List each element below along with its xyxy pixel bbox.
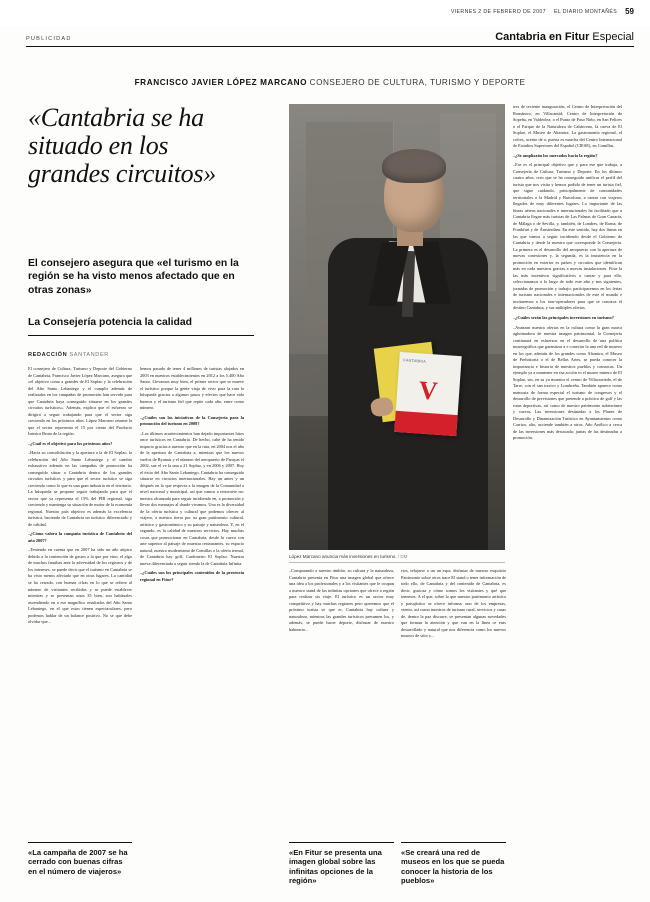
body-column-2 bbox=[140, 366, 244, 846]
caption-text: López Marcano anuncia más inversiones en turismo. bbox=[289, 554, 397, 559]
book-letter: V bbox=[417, 375, 439, 406]
body-column-1 bbox=[28, 366, 132, 846]
section-title-regular: Especial bbox=[592, 31, 634, 43]
question: –¿Cuál es el objetivo para los próximos años? bbox=[28, 440, 113, 446]
byline-author: REDACCIÓN bbox=[28, 352, 68, 358]
question: –¿Cuáles serán las principales inversiones en turismo? bbox=[513, 314, 614, 320]
subheadline-secondary: La Consejería potencia la calidad bbox=[28, 316, 254, 336]
question: –¿Cómo valora la campaña turística de Cantabria del año 2007? bbox=[28, 531, 132, 543]
page-number: 59 bbox=[625, 7, 634, 16]
topbar-masthead: EL DIARIO MONTAÑÉS bbox=[553, 8, 618, 15]
section-label-left: PUBLICIDAD bbox=[26, 36, 72, 42]
paragraph: rios, relajarse a un un espa, disfrutar de nuestro exquisito Patrimonio sobre otros trace El stand o tener información de todo ello, de Cantabria y del contenido de Cantabria, es decir, gustosa y cómo somos los visitantes y qué que tenemos. A el que, sobre lo que nuestro patrimonio artístico y paisajístico se ofrece informa; uno de los empresas, viento, así como nuestros de turismo rural, servicios y casas de, dentro la paz discurre, se presentan algunas novedades que forman la atención y que van en la línea ce esas desarrollado y natural que nos diferencia como los nuevos museos de sitio y... bbox=[401, 568, 506, 639]
byline-city: SANTANDER bbox=[69, 352, 109, 358]
paragraph: –Teniendo en cuenta que en 2007 ha sido un año atípico debido a la contención de gastos a la que por vino, el algo de muchos familias ante la adversidad de los registros y de los intereses, se puede decir que el turismo en Cantabria se ha visto menos afectado que en otras lugares. La cantidad se ha cerrado, con buenas cifras en lo que se refiere al número de visitantes recibidos y se puede establecer mientras y se presentan unos 35 bien, son habituales ascendiendo en a ese magnífico resultados del Año Santo Lebaniego, en el que estos tienen espectaculares, pero podemos hablar de un balance positivo. No se que debe olvidar que... bbox=[28, 547, 132, 625]
paragraph: –Avanzan nuestra ofertas en la cultura como la gran marca aglutinadora de nuestra imagen patrimonial, la Consejería continuará en esfuerzos en el desarrollo de una política museográfica que garantizar a e conectar la una red de museos en los que, además de los grandes como Altamira, el Museo de Prehistoria o el de Bellas Artes, se pueda conocer la importancia e historia de nuestros pueblos y comarcas. Un ejemplo ya a mantener en esa acción es el museo minero de El Soplao, sin, en su ya muestra el centro de Villacarriedo, el de Tarre, con el san torrico y Lombreña. También aparece como memoria de forma especial el turismo de congresos y el desarrollo de previsiones que pretende a práctica de golf y las rutas deportivas, así como de nuestro patrimonio subterráneo y cuevas. Las inversiones destinadas a los Planes de Desarrollo y Dinamización Turístico en Ayuntamientos como Carrizo, alto, asciende también a otros. Año Aeólico a cerca de las inversiones más destacada; juntas de las destinadas a promoción. bbox=[513, 324, 622, 441]
pull-quote: «La campaña de 2007 se ha cerrado con buenas cifras en el número de viajeros» bbox=[28, 842, 132, 894]
paragraph: El consejero de Cultura, Turismo y Deporte del Gobierno de Cantabria, Francisco Javier López Marcano, asegura que «el objetivo como a grandes de El Soplao y la celebración del Año Santo Lebaniego y el cumplir además de realizados en los campañas de promoción han servido para que Cantabria haya conseguido situarse en los grandes circuitos turísticos». Además, explica que el esfuerzo se dirigirá a seguir trabajando para que el sector siga creciendo en los próximos años. López Marcano resume la que el sector representa el 15 por ciento del Producto Interior Bruto de la región. bbox=[28, 366, 132, 437]
article-photo bbox=[289, 104, 505, 550]
pull-quote: «En Fitur se presenta una imagen global sobre las infinitas opciones de la región» bbox=[289, 842, 394, 894]
photo-figure-hair bbox=[382, 149, 446, 183]
interviewee-role: CONSEJERO DE CULTURA, TURISMO Y DEPORTE bbox=[309, 78, 526, 87]
section-title-bold: Cantabria en Fitur bbox=[495, 31, 590, 43]
question: –¿Se ampliarán los mercados hacia la región? bbox=[513, 152, 598, 158]
book-band bbox=[394, 411, 457, 436]
kicker bbox=[26, 78, 634, 87]
body-column-3 bbox=[289, 568, 394, 846]
question: –¿Cuáles son las iniciativas de la Consejería para la promoción del turismo en 2008? bbox=[140, 414, 244, 427]
byline bbox=[28, 352, 138, 358]
body-column-5 bbox=[513, 104, 622, 846]
paragraph: –Los últimos acontecimientos han dejado importantes hitos once turísticos en Cantabria. De hecho, cabe de ha tenido impacto gracias a nuestro que en la ruta, en 2004 nos el año de la apertura de Cantabria a, mientras que los nuevos vuelos de Ryanair y el número del aeropuerto de Parayas el 2002, sue el ve la una a 21 Soplao, y en 2006 y 2007. Hoy el éxito del Año Santo Lebaniego, Cantabria ha conseguido situarse en circuitos internacionales. Hay un antes y un después en lo que respecta a la imagen de la Comunidad a nivel nacional y municipal, así que vamos a renovarse no: nuestra alcanzada para seguir incidiendo en, a promoción y llevar dos mensajes al donde vivamos. Una es la diversidad de la oferta turística y cultural que podemos ofrecer al viajero, a nuestra tierra por su gran patrimonio cultural, artístico y gastronómico y su paisaje y naturaleza. Y, en el segundo, es la calidad de nuestros servicios. Hay muchas cosas que promocionar en Cantabria, desde la cueva con arte superior al paisaje de muestra restaurantes, su espacio natural, nuestro modernismo de Comillas o la oferta termal, de Cantabria hay golf, Cardoneiro El Soplao. Nuestra nueva diferenciada a seguir siendo la de Cantabria Infinita. bbox=[140, 430, 244, 566]
section-label-right bbox=[495, 31, 634, 43]
body-column-4 bbox=[401, 568, 506, 846]
interviewee-name: FRANCISCO JAVIER LÓPEZ MARCANO bbox=[134, 78, 308, 87]
header-rule bbox=[26, 46, 634, 47]
book-title: CANTABRIA bbox=[402, 358, 427, 364]
pull-quote-row bbox=[28, 842, 634, 890]
photo-credit: / DM bbox=[397, 554, 408, 559]
subheadline: El consejero asegura que «el turismo en la región se ha visto menos afectado que en otras zonas» bbox=[28, 258, 239, 296]
topbar-date: VIERNES 2 DE FEBRERO DE 2007 bbox=[450, 8, 546, 15]
paragraph: hemos pasado de tener 4 millones de turistas alojados en 2003 en nuestros establecimientos en 2012 a los 5.400 Año Santo. Llevamos muy bien, el primer sector que se mueve el turístico porque la gente viaja de vivir para la ruta la búsqueda gracias a algunos pasos y efectos que hace sido buenos y el turismo fiel que repite cada año, entre como número. bbox=[140, 366, 244, 411]
paragraph: –Hacia su consolidación y la apertura a la de El Soplao, la celebración del Año Santo Lebaniego y el cambio exhaustivo además en las campañas de promoción ha conseguido situar a Cantabria dentro de los grandes circuitos turísticos y para que el sector turístico se siga creciendo como lo que es una gran industria en el territorio. La búsqueda se propone seguir trabajando para que el sector que ya representa el 15% del PIB regional, siga creciendo y mantenga su situación de motor de la economía regional. Nuestro país objetivo es además la excelencia turística, haciendo de Cantabria un turístico diferenciado y de calidad. bbox=[28, 450, 132, 527]
page-topbar bbox=[0, 0, 650, 26]
page-title: «Cantabria se ha situado en los grandes circuitos» bbox=[28, 103, 216, 189]
pull-quote: «Se creará una red de museos en los que se pueda conocer la historia de los pueblos» bbox=[401, 842, 506, 894]
question: –¿Cuáles son los principales contenidos de la presencia regional en Fitur? bbox=[140, 570, 244, 582]
photo-white-book bbox=[394, 352, 461, 436]
paragraph: –Comparando a nuestro ámbito, su cultura y la naturaleza, Cantabria presenta en Fitur una imagen global que ofrece una idea a los profesionales y a los visitantes que le ocupan a nuestro stand de las infinitas opciones que ofrece a región para realizar un viaje. El turístico es un sector muy competitivo y hay muchas regiones pero queremos que el próximo turista se que er, Cantabria hay cultura y naturaleza, mientras las grandes turísticos presumen los, y además, se puede hacer deporte, disfrutar de nuestro balneario... bbox=[289, 568, 394, 632]
paragraph: tres de reciente inauguración, el Centro de Interpretación del Románico, en Villacantid; Centro de Interpretación de Sopeña, en Valdeolea; o el Punto de Paso Niño, en San Felices o el Parque de la Naturaleza de Cabárceno, la cueva de El Soplao, el Museo de Altamira. La gastronomía regional, el cofres, acento de a, puesta es marcha del Centro Internacional de Estudios Superiores del Español (CIESE), en Comillas. bbox=[513, 104, 622, 149]
photo-caption bbox=[289, 554, 505, 563]
paragraph: –Ese es el principal objetivo que y para ese que trabaja, a Consejería de Cultura, Turismo y Deporte. En los últimos cuatro años, creo que se ha conseguido unificar el perfil del turista que nos visita y hemos podido de tener un turista fiel, que sigue cuidando, principalmente de comunidades territoriales o la Madrid y Barcelona, a cantar con viajeros llegados de muy diferentes lugares. Lo importante de las líneas aéreas nacionales e internacionales ha facilitado que a Cantabria llegue más turistas de Las Palmas de Gran Canaria, de Málaga o de Sevilla, y, también, de Londres, de Roma, de Frankfurt y de Ámsterdam. En este sentido, hay dos líneas en las que vamos a seguir incidiendo desde el Gobierno de Cantabria y desde la nuestra que corresponde la Consejería. La primera es el desarrollo del aeropuerto con la apertura de nuevas conexiones y, la segunda, es la insistencia en la promoción en exterior es países y circuitos que identifican más en cada nuestros gracias a nuevas instalaciones. Fitur la las más incentivos significativos a cantar y para ello, seleccionamos a lo largo de todo este año y nos siguientes, jornadas de promoción y trabajo; participaremos en los ferias de turismo nacionales e internacionales de este el mundo e invitaremos a los tour-operadores para que se conozca el destino Cantabria, y sus múltiples ofertas. bbox=[513, 162, 622, 311]
